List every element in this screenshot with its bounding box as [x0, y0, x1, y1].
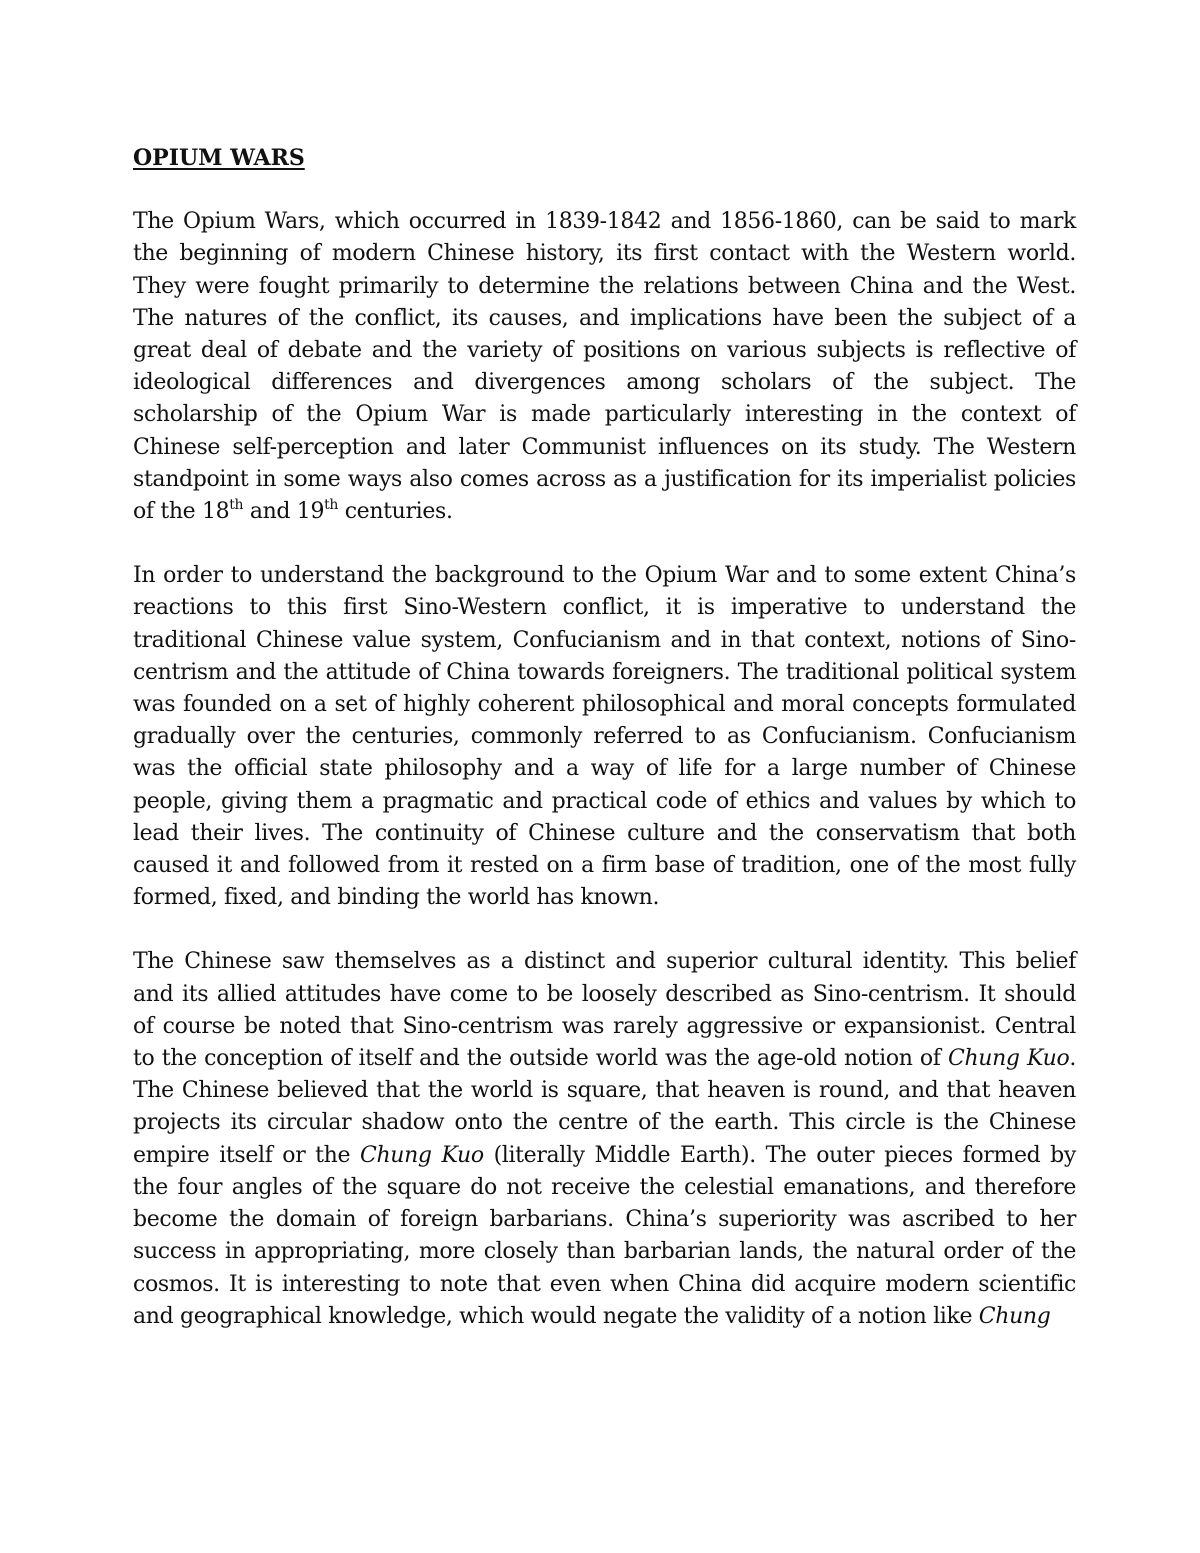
- paragraph-1-text-b: and 19: [243, 499, 325, 525]
- italic-term-3: Chung: [978, 1303, 1051, 1329]
- superscript-th-1: th: [229, 497, 244, 514]
- document-page: [133, 142, 1076, 1333]
- italic-term-1: Chung Kuo: [947, 1046, 1070, 1072]
- paragraph-1-text-c: centuries.: [338, 499, 453, 525]
- italic-term-2: Chung Kuo: [359, 1142, 484, 1168]
- paragraph-1: [133, 206, 1076, 528]
- paragraph-2: In order to understand the background to the Opium War and to some extent China’s reactions to this first Sino-Western conflict, it is imperative to understand the traditional Chinese value system, Confucianism and in that context, notions of Sino-centrism and the attitude of China towards foreigners. The traditional political system was founded on a set of highly coherent philosophical and moral concepts formulated gradually over the centuries, commonly referred to as Confucianism. Confucianism was the official state philosophy and a way of life for a large number of Chinese people, giving them a pragmatic and practical code of ethics and values by which to lead their lives. The continuity of Chinese culture and the conservatism that both caused it and followed from it rested on a firm base of tradition, one of the most fully formed, fixed, and binding the world has known.: [133, 563, 1076, 911]
- paragraph-3: [133, 946, 1076, 1332]
- page-title: OPIUM WARS: [133, 145, 305, 171]
- paragraph-3-text-a: The Chinese saw themselves as a distinct and superior cultural identity. This belief and its allied attitudes have come to be loosely described as Sino-centrism. It should of course be noted that Sino-centrism was rarely aggressive or expansionist. Central to the conception of itself and the outside world was the age-old notion of: [133, 949, 1076, 1072]
- paragraph-3-text-c: (literally Middle Earth). The outer pieces formed by the four angles of the square do not receive the celestial emanations, and therefore become the domain of foreign barbarians. China’s superiority was ascribed to her success in appropriating, more closely than barbarian lands, the natural order of the cosmos. It is interesting to note that even when China did acquire modern scientific and geographical knowledge, which would negate the validity of a notion like: [133, 1142, 1076, 1329]
- paragraph-1-text-a: The Opium Wars, which occurred in 1839-1842 and 1856-1860, can be said to mark the beginning of modern Chinese history, its first contact with the Western world. They were fought primarily to determine the relations between China and the West. The natures of the conflict, its causes, and implications have been the subject of a great deal of debate and the variety of positions on various subjects is reflective of ideological differences and divergences among scholars of the subject. The scholarship of the Opium War is made particularly interesting in the context of Chinese self-perception and later Communist influences on its study. The Western standpoint in some ways also comes across as a justification for its imperialist policies of the 18: [133, 209, 1076, 525]
- superscript-th-2: th: [324, 497, 339, 514]
- paragraph-3-text-b: . The Chinese believed that the world is square, that heaven is round, and that heaven projects its circular shadow onto the centre of the earth. This circle is the Chinese empire itself or the: [133, 1046, 1077, 1168]
